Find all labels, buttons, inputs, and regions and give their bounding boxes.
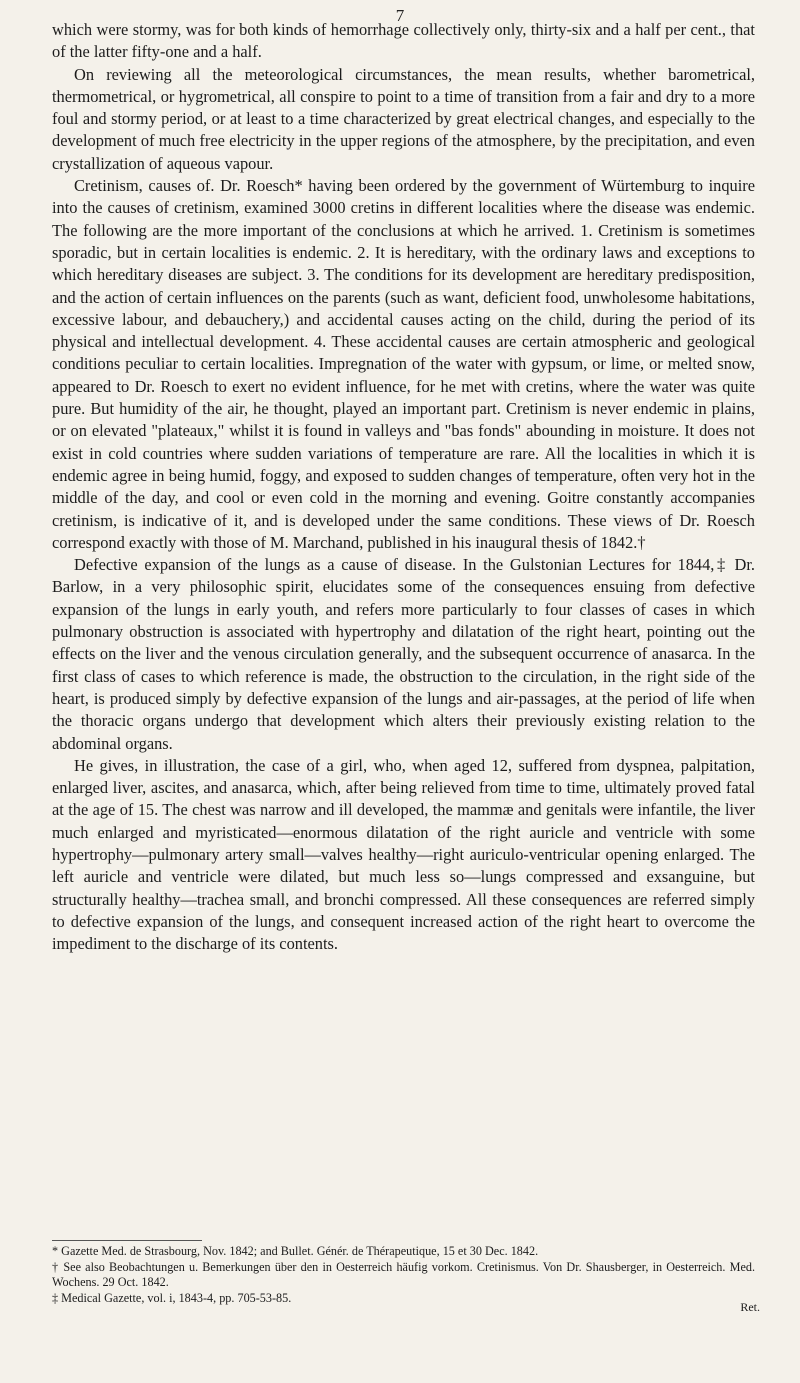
paragraph-cretinism: Cretinism, causes of. Dr. Roesch* having been ordered by the government of Würtemburg to inquire into the causes of cretinism, examined 3000 cretins in different localities where the disease was endemic. The following are the more important of the conclusions at which he arrived. 1. Cretinism is sometimes sporadic, but in certain localities is endemic. 2. It is hereditary, with the ordinary laws and exceptions to which hereditary diseases are subject. 3. The conditions for its development are hereditary predisposition, and the action of certain influences on the parents (such as want, deficient food, unwholesome habitations, excessive labour, and debauchery,) and accidental causes acting on the child, during the period of its physical and intellectual development. 4. These accidental causes are certain atmospheric and geological conditions peculiar to certain localities. Impregnation of the water with gypsum, or lime, or melted snow, appeared to Dr. Roesch to exert no evident influence, for he met with cretins, where the water was quite pure. But humidity of the air, he thought, played an important part. Cretinism is never endemic in plains, or on elevated "plateaux," whilst it is found in valleys and "bas fonds" abounding in moisture. It does not exist in cold countries where sudden variations of temperature are rare. All the localities in which it is endemic agree in being humid, foggy, and exposed to sudden changes of temperature, often very hot in the middle of the day, and cool or even cold in the morning and evening. Goitre constantly accompanies cretinism, is indicative of it, and is developed under the same conditions. These views of Dr. Roesch correspond exactly with those of M. Marchand, published in his inaugural thesis of 1842.† <box>52 176 755 552</box>
footnote-rule <box>52 1240 202 1241</box>
body-text <box>52 19 755 955</box>
footnote: * Gazette Med. de Strasbourg, Nov. 1842; and Bullet. Génér. de Thérapeutique, 15 et 30 Dec. 1842. <box>52 1244 539 1258</box>
signature-mark: Ret. <box>740 1300 760 1314</box>
footnote: ‡ Medical Gazette, vol. i, 1843-4, pp. 705-53-85. <box>52 1290 292 1305</box>
page-number: 7 <box>395 6 405 25</box>
footnote: † See also Beobachtungen u. Bemerkungen über den in Oesterreich häufig vorkom. Cretinismus. Von Dr. Shausberger, in Oesterreich. Med. Wochens. 29 Oct. 1842. <box>52 1259 755 1289</box>
paragraph-case-girl: He gives, in illustration, the case of a girl, who, when aged 12, suffered from dyspnea, palpitation, enlarged liver, ascites, and anasarca, which, after being relieved from time to time, ultimately proved fatal at the age of 15. The chest was narrow and ill developed, the mammæ and genitals were infantile, the liver much enlarged and myristicated—enormous dilatation of the right auricle and ventricle with some hypertrophy—pulmonary artery small—valves healthy—right auriculo-ventricular opening enlarged. The left auricle and ventricle were dilated, but much less so—lungs compressed and exsanguine, but structurally healthy—trachea small, and bronchi compressed. All these consequences are referred simply to defective expansion of the lungs, and consequent increased action of the right heart to overcome the impediment to the discharge of its contents. <box>52 755 755 954</box>
paragraph-lungs-expansion: Defective expansion of the lungs as a cause of disease. In the Gulstonian Lectures for 1844,‡ Dr. Barlow, in a very philosophic spirit, elucidates some of the consequences ensuing from defective expansion of the lungs in early youth, and refers more particularly to four classes of cases in which pulmonary obstruction is associated with hypertrophy and dilatation of the right heart, pointing out the effects on the liver and the venous circulation generally, and the subsequent occurrence of anasarca. In the first class of cases to which reference is made, the obstruction to the circulation, in the right side of the heart, is produced simply by defective expansion of the lungs and air-passages, at the period of life when the thoracic organs undergo that development which alters their previously existing relation to the abdominal organs. <box>52 555 755 753</box>
footnotes <box>52 1244 755 1306</box>
paragraph-hemorrhage: which were stormy, was for both kinds of hemorrhage collectively only, thirty-six and a half per cent., that of the latter fifty-one and a half. <box>52 20 755 62</box>
paragraph-meteorological: On reviewing all the meteorological circumstances, the mean results, whether barometrical, thermometrical, or hygrometrical, all conspire to point to a time of transition from a fair and dry to a more foul and stormy period, or at least to a time characterized by great electrical changes, and especially to the development of much free electricity in the upper regions of the atmosphere, by the precipitation, and even crystallization of aqueous vapour. <box>52 64 755 173</box>
